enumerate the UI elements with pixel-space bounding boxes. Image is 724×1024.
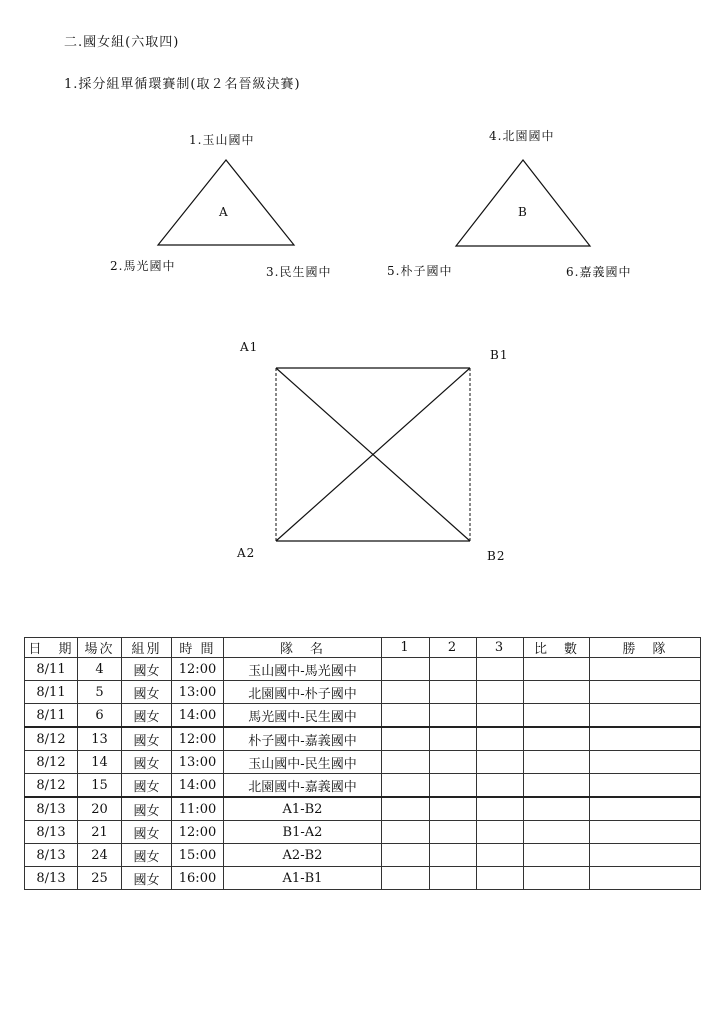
cell-score xyxy=(524,727,590,751)
final-label-a1: A1 xyxy=(240,340,259,354)
cell-set-3 xyxy=(477,704,524,728)
cell-time: 12:00 xyxy=(172,821,224,844)
cell-set-1 xyxy=(382,658,430,681)
cell-group: 國女 xyxy=(122,681,172,704)
cell-set-2 xyxy=(430,727,477,751)
cell-match: 15 xyxy=(78,774,122,798)
group-a-label: A xyxy=(219,205,229,219)
group-a-team-2: 2.馬光國中 xyxy=(110,259,176,273)
group-b-team-6: 6.嘉義國中 xyxy=(566,265,632,279)
cell-date: 8/11 xyxy=(25,681,78,704)
header-winner: 勝 隊 xyxy=(590,638,701,658)
cell-set-2 xyxy=(430,681,477,704)
cell-winner xyxy=(590,844,701,867)
cell-group: 國女 xyxy=(122,727,172,751)
cell-group: 國女 xyxy=(122,797,172,821)
group-a-team-3: 3.民生國中 xyxy=(266,265,332,279)
cell-match: 5 xyxy=(78,681,122,704)
cell-match: 4 xyxy=(78,658,122,681)
table-row xyxy=(25,821,701,844)
cell-winner xyxy=(590,797,701,821)
cell-set-2 xyxy=(430,658,477,681)
cell-teams: 北園國中-嘉義國中 xyxy=(224,774,382,798)
cell-set-1 xyxy=(382,681,430,704)
cell-set-3 xyxy=(477,867,524,890)
cell-date: 8/13 xyxy=(25,797,78,821)
cell-teams: B1-A2 xyxy=(224,821,382,844)
group-a-team-1: 1.玉山國中 xyxy=(189,133,255,147)
cell-set-1 xyxy=(382,821,430,844)
cell-group: 國女 xyxy=(122,867,172,890)
table-row xyxy=(25,704,701,728)
cell-winner xyxy=(590,774,701,798)
cell-set-3 xyxy=(477,821,524,844)
cell-set-2 xyxy=(430,751,477,774)
cell-set-3 xyxy=(477,681,524,704)
cell-date: 8/11 xyxy=(25,704,78,728)
cell-date: 8/11 xyxy=(25,658,78,681)
schedule-table xyxy=(24,637,701,890)
cell-group: 國女 xyxy=(122,751,172,774)
cell-time: 14:00 xyxy=(172,704,224,728)
header-score: 比 數 xyxy=(524,638,590,658)
cell-match: 14 xyxy=(78,751,122,774)
table-row xyxy=(25,797,701,821)
table-header-row xyxy=(25,638,701,658)
header-group: 組別 xyxy=(122,638,172,658)
cell-date: 8/13 xyxy=(25,867,78,890)
cell-score xyxy=(524,681,590,704)
cell-date: 8/12 xyxy=(25,727,78,751)
cell-winner xyxy=(590,681,701,704)
cell-group: 國女 xyxy=(122,704,172,728)
cell-match: 13 xyxy=(78,727,122,751)
cell-match: 20 xyxy=(78,797,122,821)
cell-match: 21 xyxy=(78,821,122,844)
cell-teams: 朴子國中-嘉義國中 xyxy=(224,727,382,751)
cell-set-1 xyxy=(382,751,430,774)
cell-set-1 xyxy=(382,704,430,728)
header-match: 場次 xyxy=(78,638,122,658)
cell-set-2 xyxy=(430,821,477,844)
header-teams: 隊 名 xyxy=(224,638,382,658)
cell-group: 國女 xyxy=(122,774,172,798)
cell-winner xyxy=(590,821,701,844)
cell-time: 15:00 xyxy=(172,844,224,867)
cell-set-3 xyxy=(477,797,524,821)
cell-set-2 xyxy=(430,797,477,821)
cell-set-1 xyxy=(382,727,430,751)
cell-set-3 xyxy=(477,751,524,774)
cell-set-3 xyxy=(477,774,524,798)
cell-set-1 xyxy=(382,797,430,821)
group-b-team-5: 5.朴子國中 xyxy=(387,264,453,278)
subsection-title: 1.採分組單循環賽制(取２名晉級決賽) xyxy=(64,77,301,92)
cell-set-3 xyxy=(477,844,524,867)
cell-score xyxy=(524,704,590,728)
cell-date: 8/13 xyxy=(25,844,78,867)
cell-set-1 xyxy=(382,867,430,890)
cell-score xyxy=(524,774,590,798)
cell-set-2 xyxy=(430,867,477,890)
header-time: 時 間 xyxy=(172,638,224,658)
header-set-1: 1 xyxy=(382,638,430,658)
cell-score xyxy=(524,658,590,681)
cell-set-1 xyxy=(382,774,430,798)
cell-score xyxy=(524,821,590,844)
cell-set-2 xyxy=(430,774,477,798)
cell-time: 16:00 xyxy=(172,867,224,890)
cell-time: 13:00 xyxy=(172,681,224,704)
group-b-team-4: 4.北園國中 xyxy=(489,129,555,143)
cell-winner xyxy=(590,658,701,681)
cell-date: 8/12 xyxy=(25,751,78,774)
cell-teams: A1-B2 xyxy=(224,797,382,821)
final-label-a2: A2 xyxy=(237,546,256,560)
cell-score xyxy=(524,867,590,890)
cell-group: 國女 xyxy=(122,844,172,867)
cell-date: 8/13 xyxy=(25,821,78,844)
cell-teams: 馬光國中-民生國中 xyxy=(224,704,382,728)
table-row xyxy=(25,751,701,774)
cell-teams: 玉山國中-馬光國中 xyxy=(224,658,382,681)
cell-set-2 xyxy=(430,844,477,867)
cell-match: 25 xyxy=(78,867,122,890)
header-date: 日 期 xyxy=(25,638,78,658)
cell-match: 24 xyxy=(78,844,122,867)
cell-set-3 xyxy=(477,727,524,751)
cell-teams: 北園國中-朴子國中 xyxy=(224,681,382,704)
cell-teams: 玉山國中-民生國中 xyxy=(224,751,382,774)
section-title: 二.國女組(六取四) xyxy=(64,35,180,50)
cell-teams: A2-B2 xyxy=(224,844,382,867)
cell-set-2 xyxy=(430,704,477,728)
cell-winner xyxy=(590,867,701,890)
header-set-2: 2 xyxy=(430,638,477,658)
cell-winner xyxy=(590,751,701,774)
cell-group: 國女 xyxy=(122,658,172,681)
table-row xyxy=(25,658,701,681)
table-row xyxy=(25,774,701,798)
cell-time: 11:00 xyxy=(172,797,224,821)
group-a-triangle xyxy=(158,160,294,245)
cell-winner xyxy=(590,704,701,728)
group-b-triangle xyxy=(456,160,590,246)
cell-time: 12:00 xyxy=(172,658,224,681)
cell-date: 8/12 xyxy=(25,774,78,798)
cell-set-3 xyxy=(477,658,524,681)
cell-match: 6 xyxy=(78,704,122,728)
table-row xyxy=(25,867,701,890)
final-label-b1: B1 xyxy=(490,348,509,362)
final-label-b2: B2 xyxy=(487,549,506,563)
cell-winner xyxy=(590,727,701,751)
header-set-3: 3 xyxy=(477,638,524,658)
cell-score xyxy=(524,797,590,821)
table-row xyxy=(25,844,701,867)
cell-group: 國女 xyxy=(122,821,172,844)
cell-time: 12:00 xyxy=(172,727,224,751)
cell-score xyxy=(524,844,590,867)
table-row xyxy=(25,727,701,751)
group-b-label: B xyxy=(518,205,528,219)
cell-time: 14:00 xyxy=(172,774,224,798)
cell-set-1 xyxy=(382,844,430,867)
cell-score xyxy=(524,751,590,774)
cell-teams: A1-B1 xyxy=(224,867,382,890)
table-row xyxy=(25,681,701,704)
cell-time: 13:00 xyxy=(172,751,224,774)
